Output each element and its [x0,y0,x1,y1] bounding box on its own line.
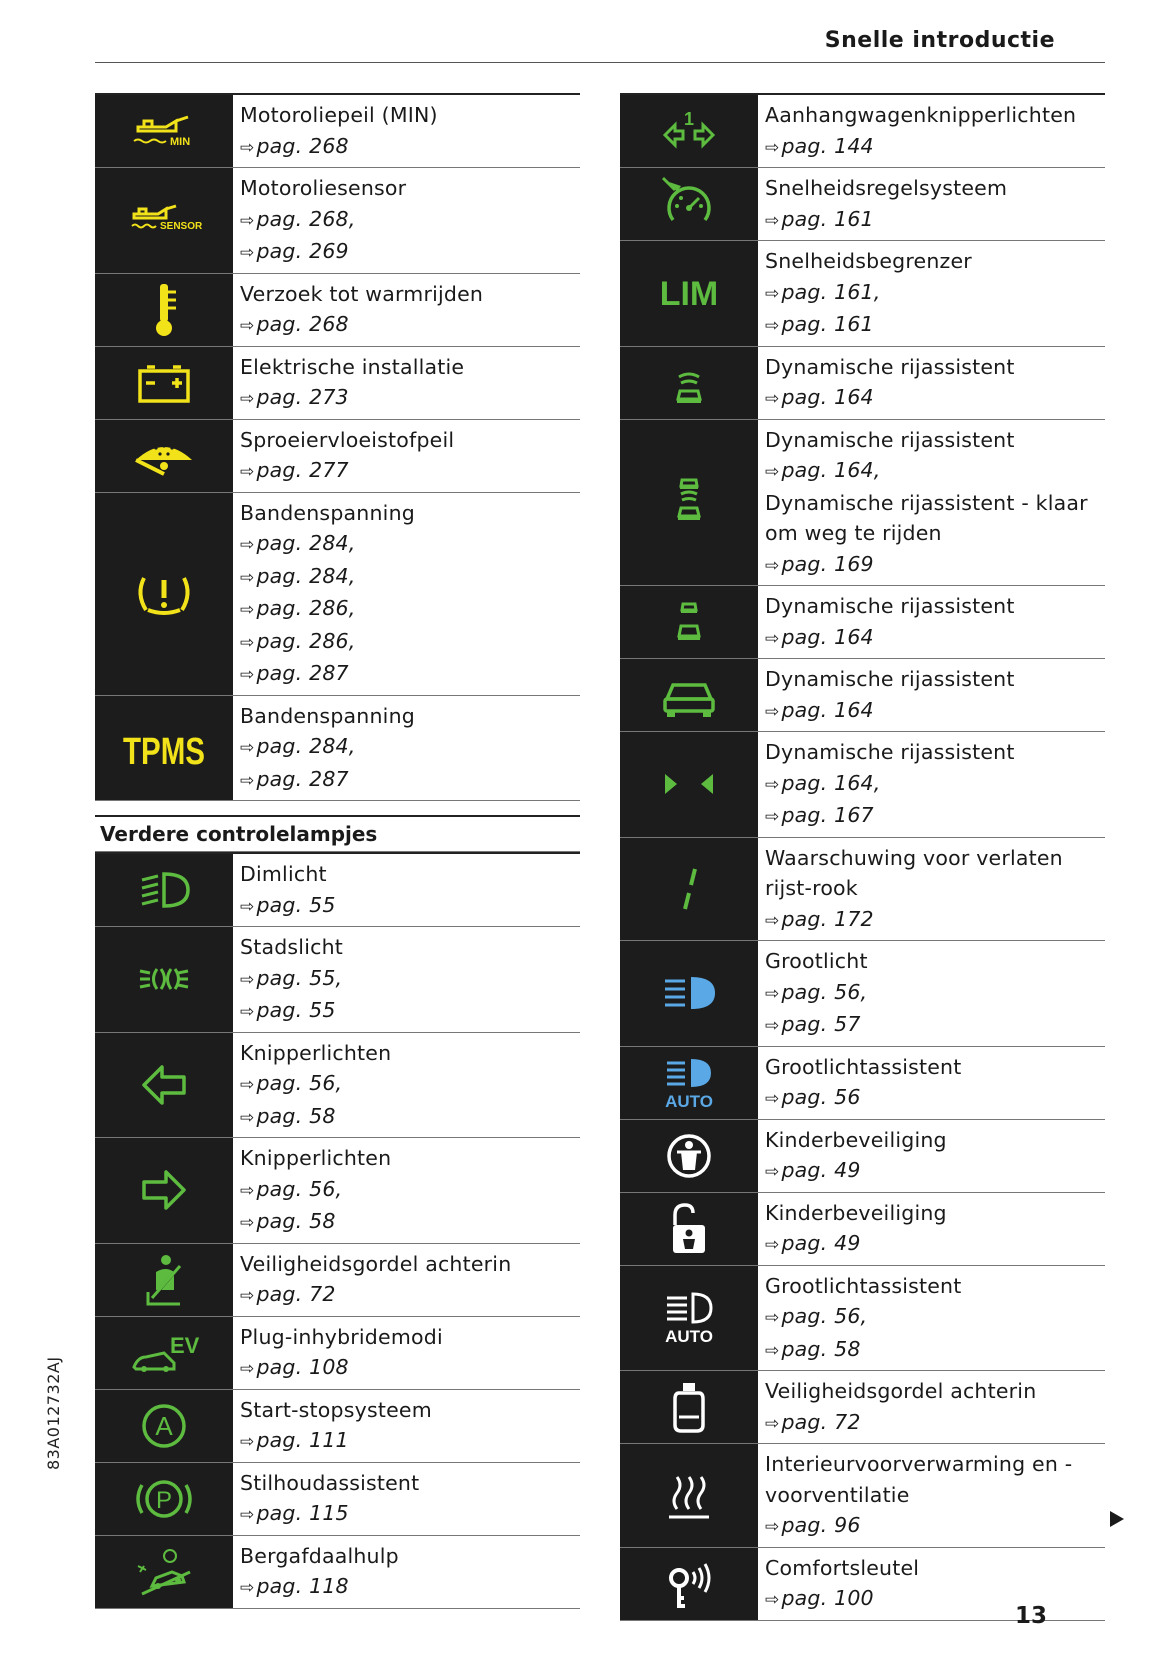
indicator-description [758,1120,1105,1192]
indicator-description [758,586,1105,658]
page-reference[interactable] [765,1334,1105,1367]
indicator-description [233,420,580,492]
high-beam-auto-blue-icon [620,1047,758,1119]
page-reference[interactable] [765,1155,1105,1188]
indicator-title: Kinderbeveiliging [765,1127,947,1152]
page-reference-text: pag. 56 [781,1085,861,1109]
indicator-description [233,274,580,346]
indicator-description [233,493,580,695]
page-reference-text: pag. 55 [256,998,336,1022]
indicator-row [620,241,1105,347]
page-reference-text: pag. 100 [781,1586,874,1610]
reference-arrow-icon: ⇨ [240,462,255,482]
speed-limiter-icon [620,241,758,346]
page-reference-text: pag. 57 [781,1012,861,1036]
lane-guidance-icon [620,732,758,837]
page-reference-text: pag. 58 [256,1209,336,1233]
reference-arrow-icon: ⇨ [240,1180,255,1201]
indicator-description [758,1193,1105,1265]
reference-arrow-icon: ⇨ [765,1162,780,1182]
reference-arrow-icon: ⇨ [765,555,780,576]
indicator-row [95,1536,580,1609]
reference-arrow-icon: ⇨ [765,137,780,158]
reference-arrow-icon: ⇨ [240,567,255,588]
indicator-row [95,927,580,1033]
indicator-description [758,1047,1105,1119]
hill-descent-icon [95,1536,233,1608]
page-reference[interactable] [765,382,1105,415]
indicator-row [95,696,580,802]
svg-text:MIN: MIN [170,136,191,148]
page-reference-text: pag. 284, [256,531,356,555]
page-reference[interactable] [765,204,1105,237]
reference-arrow-icon: ⇨ [240,738,255,758]
indicator-title: Verzoek tot warmrijden [240,281,484,306]
indicator-title: Knipperlichten [240,1146,392,1170]
thermometer-icon [95,274,233,346]
reference-arrow-icon: ⇨ [240,1432,255,1452]
page-reference[interactable] [240,561,580,594]
reference-arrow-icon: ⇨ [765,807,780,827]
indicator-title: Grootlicht [765,949,868,973]
oil-level-min-icon [95,95,233,167]
page-reference[interactable] [240,1068,580,1101]
reference-arrow-icon: ⇨ [240,1075,255,1095]
indicator-row [95,1033,580,1139]
left-column [95,93,580,1609]
page-reference[interactable] [240,131,580,164]
indicator-title: Kinderbeveiliging [765,1200,947,1225]
trailer-turn-signal-icon [620,95,758,167]
page-reference[interactable] [765,549,1105,582]
reference-arrow-icon: ⇨ [240,1107,255,1128]
page-reference[interactable] [765,1228,1105,1261]
indicator-description [758,241,1105,346]
reference-arrow-icon: ⇨ [765,774,780,795]
reference-arrow-icon: ⇨ [240,1002,255,1022]
indicator-description [233,1317,580,1389]
indicator-title: Dynamische rijassistent [765,667,1015,691]
page-reference[interactable] [765,277,1105,310]
indicator-title: Interieurvoorverwarming en -voorventilatie [765,1452,1073,1507]
reference-arrow-icon: ⇨ [240,969,255,990]
reference-arrow-icon: ⇨ [240,1505,255,1525]
reference-arrow-icon: ⇨ [240,210,255,231]
reference-arrow-icon: ⇨ [765,1308,780,1328]
reference-arrow-icon: ⇨ [240,665,255,685]
page-reference[interactable] [765,768,1105,801]
svg-text:SENSOR: SENSOR [160,221,203,233]
indicator-row [620,1371,1105,1444]
indicator-title: Snelheidsbegrenzer [765,249,972,273]
adaptive-cruise-follow-icon [620,420,758,586]
indicator-description [233,927,580,1032]
indicator-title: Plug-inhybridemodi [240,1324,443,1349]
page-reference[interactable] [240,382,580,415]
right-column [620,93,1105,1621]
indicator-description [233,854,580,926]
tire-pressure-icon [95,493,233,695]
indicator-row [95,93,580,168]
indicator-row [620,93,1105,168]
reference-arrow-icon: ⇨ [240,1359,255,1379]
indicator-description [233,95,580,167]
reference-arrow-icon: ⇨ [765,283,780,304]
page-reference[interactable] [240,1174,580,1207]
svg-text:AUTO: AUTO [665,1326,713,1346]
indicator-row [95,852,580,927]
page-reference-text: pag. 56, [781,979,868,1004]
page-reference[interactable] [240,1352,580,1385]
indicator-description [758,1548,1105,1620]
indicator-row [95,1463,580,1536]
page-reference-text: pag. 284, [256,563,356,588]
page-reference[interactable] [240,963,580,996]
indicator-row [620,838,1105,942]
indicator-description [233,168,580,273]
reference-arrow-icon: ⇨ [240,632,255,653]
page-reference[interactable] [240,455,580,488]
page-reference[interactable] [240,764,580,797]
washer-fluid-icon [95,420,233,492]
indicator-row [95,493,580,696]
adaptive-cruise-icon [620,347,758,419]
page-reference[interactable] [765,455,1105,488]
svg-text:TPMS: TPMS [123,730,205,773]
low-beam-icon [95,854,233,926]
indicator-title: Bergafdaalhulp [240,1543,399,1568]
comfort-key-icon [620,1548,758,1620]
page-reference-text: pag. 164, [781,770,881,795]
page-reference-text: pag. 72 [781,1409,861,1434]
reference-arrow-icon: ⇨ [240,535,255,555]
turn-right-icon [95,1138,233,1243]
reference-arrow-icon: ⇨ [240,600,255,620]
indicator-title: Dynamische rijassistent [765,594,1015,618]
reference-arrow-icon: ⇨ [240,1578,255,1598]
page-reference[interactable] [240,309,580,342]
page-reference-text: pag. 49 [781,1231,861,1255]
page-reference-text: pag. 96 [781,1513,861,1537]
indicator-row [620,168,1105,241]
reference-arrow-icon: ⇨ [240,137,255,158]
page-reference-text: pag. 167 [781,803,874,827]
page-reference-text: pag. 164 [781,697,874,722]
page-reference-text: pag. 172 [781,906,874,931]
page-reference[interactable] [240,890,580,923]
indicator-title: Bandenspanning [240,703,415,728]
indicator-description [758,95,1105,167]
page-reference-text: pag. 284, [256,734,356,758]
svg-text:A: A [155,1410,173,1441]
indicator-row [620,420,1105,587]
reference-arrow-icon: ⇨ [765,1235,780,1255]
indicator-description [233,1138,580,1243]
reference-arrow-icon: ⇨ [240,389,255,409]
indicator-title: Comfortsleutel [765,1555,920,1580]
page-reference[interactable] [240,658,580,691]
battery-icon [95,347,233,419]
indicator-row [620,347,1105,420]
indicator-row [95,274,580,347]
indicator-description [233,347,580,419]
indicator-title: Knipperlichten [240,1040,392,1065]
indicator-row [95,1138,580,1244]
indicator-description [233,1463,580,1535]
indicator-row [620,732,1105,838]
indicator-title: Motoroliesensor [240,176,407,200]
indicator-row [620,941,1105,1047]
seatbelt-icon [95,1244,233,1316]
reference-arrow-icon: ⇨ [765,628,780,649]
indicator-title: Aanhangwagenknipperlichten [765,103,1077,127]
indicator-title: Dimlicht [240,862,327,886]
page-reference[interactable] [240,1101,580,1134]
indicator-description [233,1390,580,1462]
reference-arrow-icon: ⇨ [765,462,780,482]
page-reference[interactable] [765,622,1105,655]
page-reference[interactable] [240,731,580,764]
indicator-title: Sproeiervloeistofpeil [240,427,455,452]
indicator-title: Veiligheidsgordel achterin [765,1379,1037,1403]
preheating-icon [620,1444,758,1547]
indicator-title: Grootlichtassistent [765,1273,962,1298]
parking-light-icon [95,927,233,1032]
section-heading: Verdere controlelampjes [95,815,580,852]
page-reference-text: pag. 164, [781,458,881,482]
page-reference[interactable] [765,800,1105,833]
svg-text:LIM: LIM [659,275,719,314]
page-reference-text: pag. 268 [256,312,349,336]
indicator-description [233,696,580,801]
indicator-title: Snelheidsregelsysteem [765,176,1008,200]
page-reference[interactable] [765,1407,1105,1440]
page-reference[interactable] [240,995,580,1028]
reference-arrow-icon: ⇨ [765,1590,780,1610]
indicator-description [233,1033,580,1138]
page-reference[interactable] [240,1498,580,1531]
page-reference-text: pag. 269 [256,239,349,263]
indicator-row [620,659,1105,732]
reference-arrow-icon: ⇨ [240,770,255,791]
page-reference[interactable] [240,593,580,626]
page-reference[interactable] [765,1009,1105,1042]
page-reference[interactable] [240,626,580,659]
child-lock-icon [620,1120,758,1192]
page-reference-text: pag. 58 [781,1336,861,1361]
reference-arrow-icon: ⇨ [765,316,780,336]
page-header-title: Snelle introductie [824,28,1055,53]
indicator-description [758,420,1105,586]
page-reference-text: pag. 287 [256,766,349,791]
page-reference-text: pag. 118 [256,1574,349,1598]
page-number: 13 [1014,1603,1047,1629]
indicator-row [95,347,580,420]
page-reference-text: pag. 58 [256,1103,336,1128]
indicator-title: Dynamische rijassistent [765,427,1015,452]
indicator-title: Grootlichtassistent [765,1054,962,1079]
page-reference-text: pag. 268, [256,206,356,231]
page-reference-text: pag. 55 [256,892,336,917]
page-reference-text: pag. 287 [256,661,349,685]
page-reference[interactable] [240,1571,580,1604]
page-reference-text: pag. 277 [256,458,349,482]
hold-assist-icon [95,1463,233,1535]
reference-arrow-icon: ⇨ [240,896,255,917]
page-reference-text: pag. 273 [256,385,349,409]
oil-sensor-icon [95,168,233,273]
page-reference[interactable] [240,236,580,269]
indicator-description [758,941,1105,1046]
indicator-description [233,1536,580,1608]
page-reference-text: pag. 108 [256,1355,349,1379]
cruise-control-icon [620,168,758,240]
rear-seatbelt-icon [620,1371,758,1443]
indicator-description [758,347,1105,419]
svg-text:EV: EV [170,1332,200,1358]
page-reference[interactable] [240,1425,580,1458]
page-reference-text: pag. 72 [256,1282,336,1306]
page-reference[interactable] [765,1301,1105,1334]
reference-arrow-icon: ⇨ [765,1016,780,1036]
page-reference[interactable] [765,1510,1105,1543]
page-reference[interactable] [240,204,580,237]
indicator-title: Start-stopsysteem [240,1397,432,1422]
page-reference[interactable] [765,695,1105,728]
reference-arrow-icon: ⇨ [765,1089,780,1109]
page-reference-text: pag. 164 [781,624,874,649]
indicator-row [620,1193,1105,1266]
indicator-lights-table [95,852,580,1609]
reference-arrow-icon: ⇨ [765,983,780,1004]
indicator-row [620,1120,1105,1193]
page-reference[interactable] [765,309,1105,342]
page-reference-text: pag. 144 [781,133,874,158]
page-reference-text: pag. 56, [256,1176,343,1201]
indicator-row [95,1244,580,1317]
indicator-lights-table-right [620,93,1105,1621]
svg-text:P: P [155,1486,173,1514]
page-reference-text: pag. 161 [781,206,874,231]
indicator-title: Dynamische rijassistent [765,354,1015,379]
adaptive-cruise-distance-icon [620,586,758,658]
warning-lights-table [95,93,580,801]
page-reference[interactable] [765,1082,1105,1115]
indicator-row [620,1266,1105,1372]
indicator-description [758,1444,1105,1547]
indicator-row [95,168,580,274]
page-reference-text: pag. 111 [256,1428,349,1452]
page-reference-text: pag. 286, [256,596,356,620]
car-front-icon [620,659,758,731]
page-reference[interactable] [765,1583,1105,1616]
page-reference-text: pag. 164 [781,385,874,409]
indicator-row [620,586,1105,659]
page-reference-text: pag. 56, [256,1071,343,1095]
indicator-title: Stilhoudassistent [240,1470,420,1495]
page-reference-text: pag. 169 [781,551,874,576]
child-lock-door-icon [620,1193,758,1265]
turn-left-icon [95,1033,233,1138]
svg-text:AUTO: AUTO [665,1091,713,1111]
svg-text:1: 1 [683,109,695,129]
page-reference-text: pag. 56, [781,1304,868,1328]
page-reference-text: pag. 268 [256,133,349,158]
next-page-arrow-icon [1110,1511,1124,1527]
indicator-title: Veiligheidsgordel achterin [240,1251,512,1276]
lane-departure-icon [620,838,758,941]
indicator-description [233,1244,580,1316]
reference-arrow-icon: ⇨ [240,1286,255,1306]
indicator-title: Bandenspanning [240,500,415,525]
page-reference-text: pag. 55, [256,965,343,990]
page-reference[interactable] [240,528,580,561]
high-beam-auto-icon [620,1266,758,1371]
reference-arrow-icon: ⇨ [765,910,780,931]
reference-arrow-icon: ⇨ [765,389,780,409]
indicator-title: Dynamische rijassistent [765,740,1015,764]
reference-arrow-icon: ⇨ [765,701,780,722]
indicator-row [95,420,580,493]
indicator-description [758,838,1105,941]
indicator-title: Dynamische rijassistent - klaar om weg te rijden [765,490,1088,545]
indicator-description [758,1371,1105,1443]
page-reference[interactable] [765,904,1105,937]
reference-arrow-icon: ⇨ [765,210,780,231]
indicator-title: Elektrische installatie [240,354,465,379]
page-reference[interactable] [765,977,1105,1010]
page-reference-text: pag. 115 [256,1501,349,1525]
page-reference-text: pag. 49 [781,1158,861,1182]
page-reference[interactable] [240,1279,580,1312]
indicator-title: Stadslicht [240,935,343,959]
reference-arrow-icon: ⇨ [765,1340,780,1361]
document-code: 83A012732AJ [44,1356,63,1470]
indicator-description [758,659,1105,731]
page-reference[interactable] [240,1206,580,1239]
high-beam-icon [620,941,758,1046]
start-stop-icon [95,1390,233,1462]
reference-arrow-icon: ⇨ [240,243,255,263]
indicator-description [758,1266,1105,1371]
indicator-title: Waarschuwing voor verlaten rijst-rook [765,845,1063,900]
page-reference-text: pag. 286, [256,628,356,653]
indicator-title: Motoroliepeil (MIN) [240,103,438,127]
reference-arrow-icon: ⇨ [765,1517,780,1537]
tpms-icon [95,696,233,801]
reference-arrow-icon: ⇨ [765,1413,780,1434]
page-reference-text: pag. 161 [781,312,874,336]
header-rule [95,62,1105,63]
indicator-row [620,1047,1105,1120]
page-reference[interactable] [765,131,1105,164]
reference-arrow-icon: ⇨ [240,1213,255,1233]
page-reference-text: pag. 161, [781,279,881,304]
indicator-row [95,1390,580,1463]
indicator-description [758,168,1105,240]
ev-mode-icon [95,1317,233,1389]
indicator-row [95,1317,580,1390]
indicator-row [620,1444,1105,1548]
reference-arrow-icon: ⇨ [240,316,255,336]
indicator-description [758,732,1105,837]
